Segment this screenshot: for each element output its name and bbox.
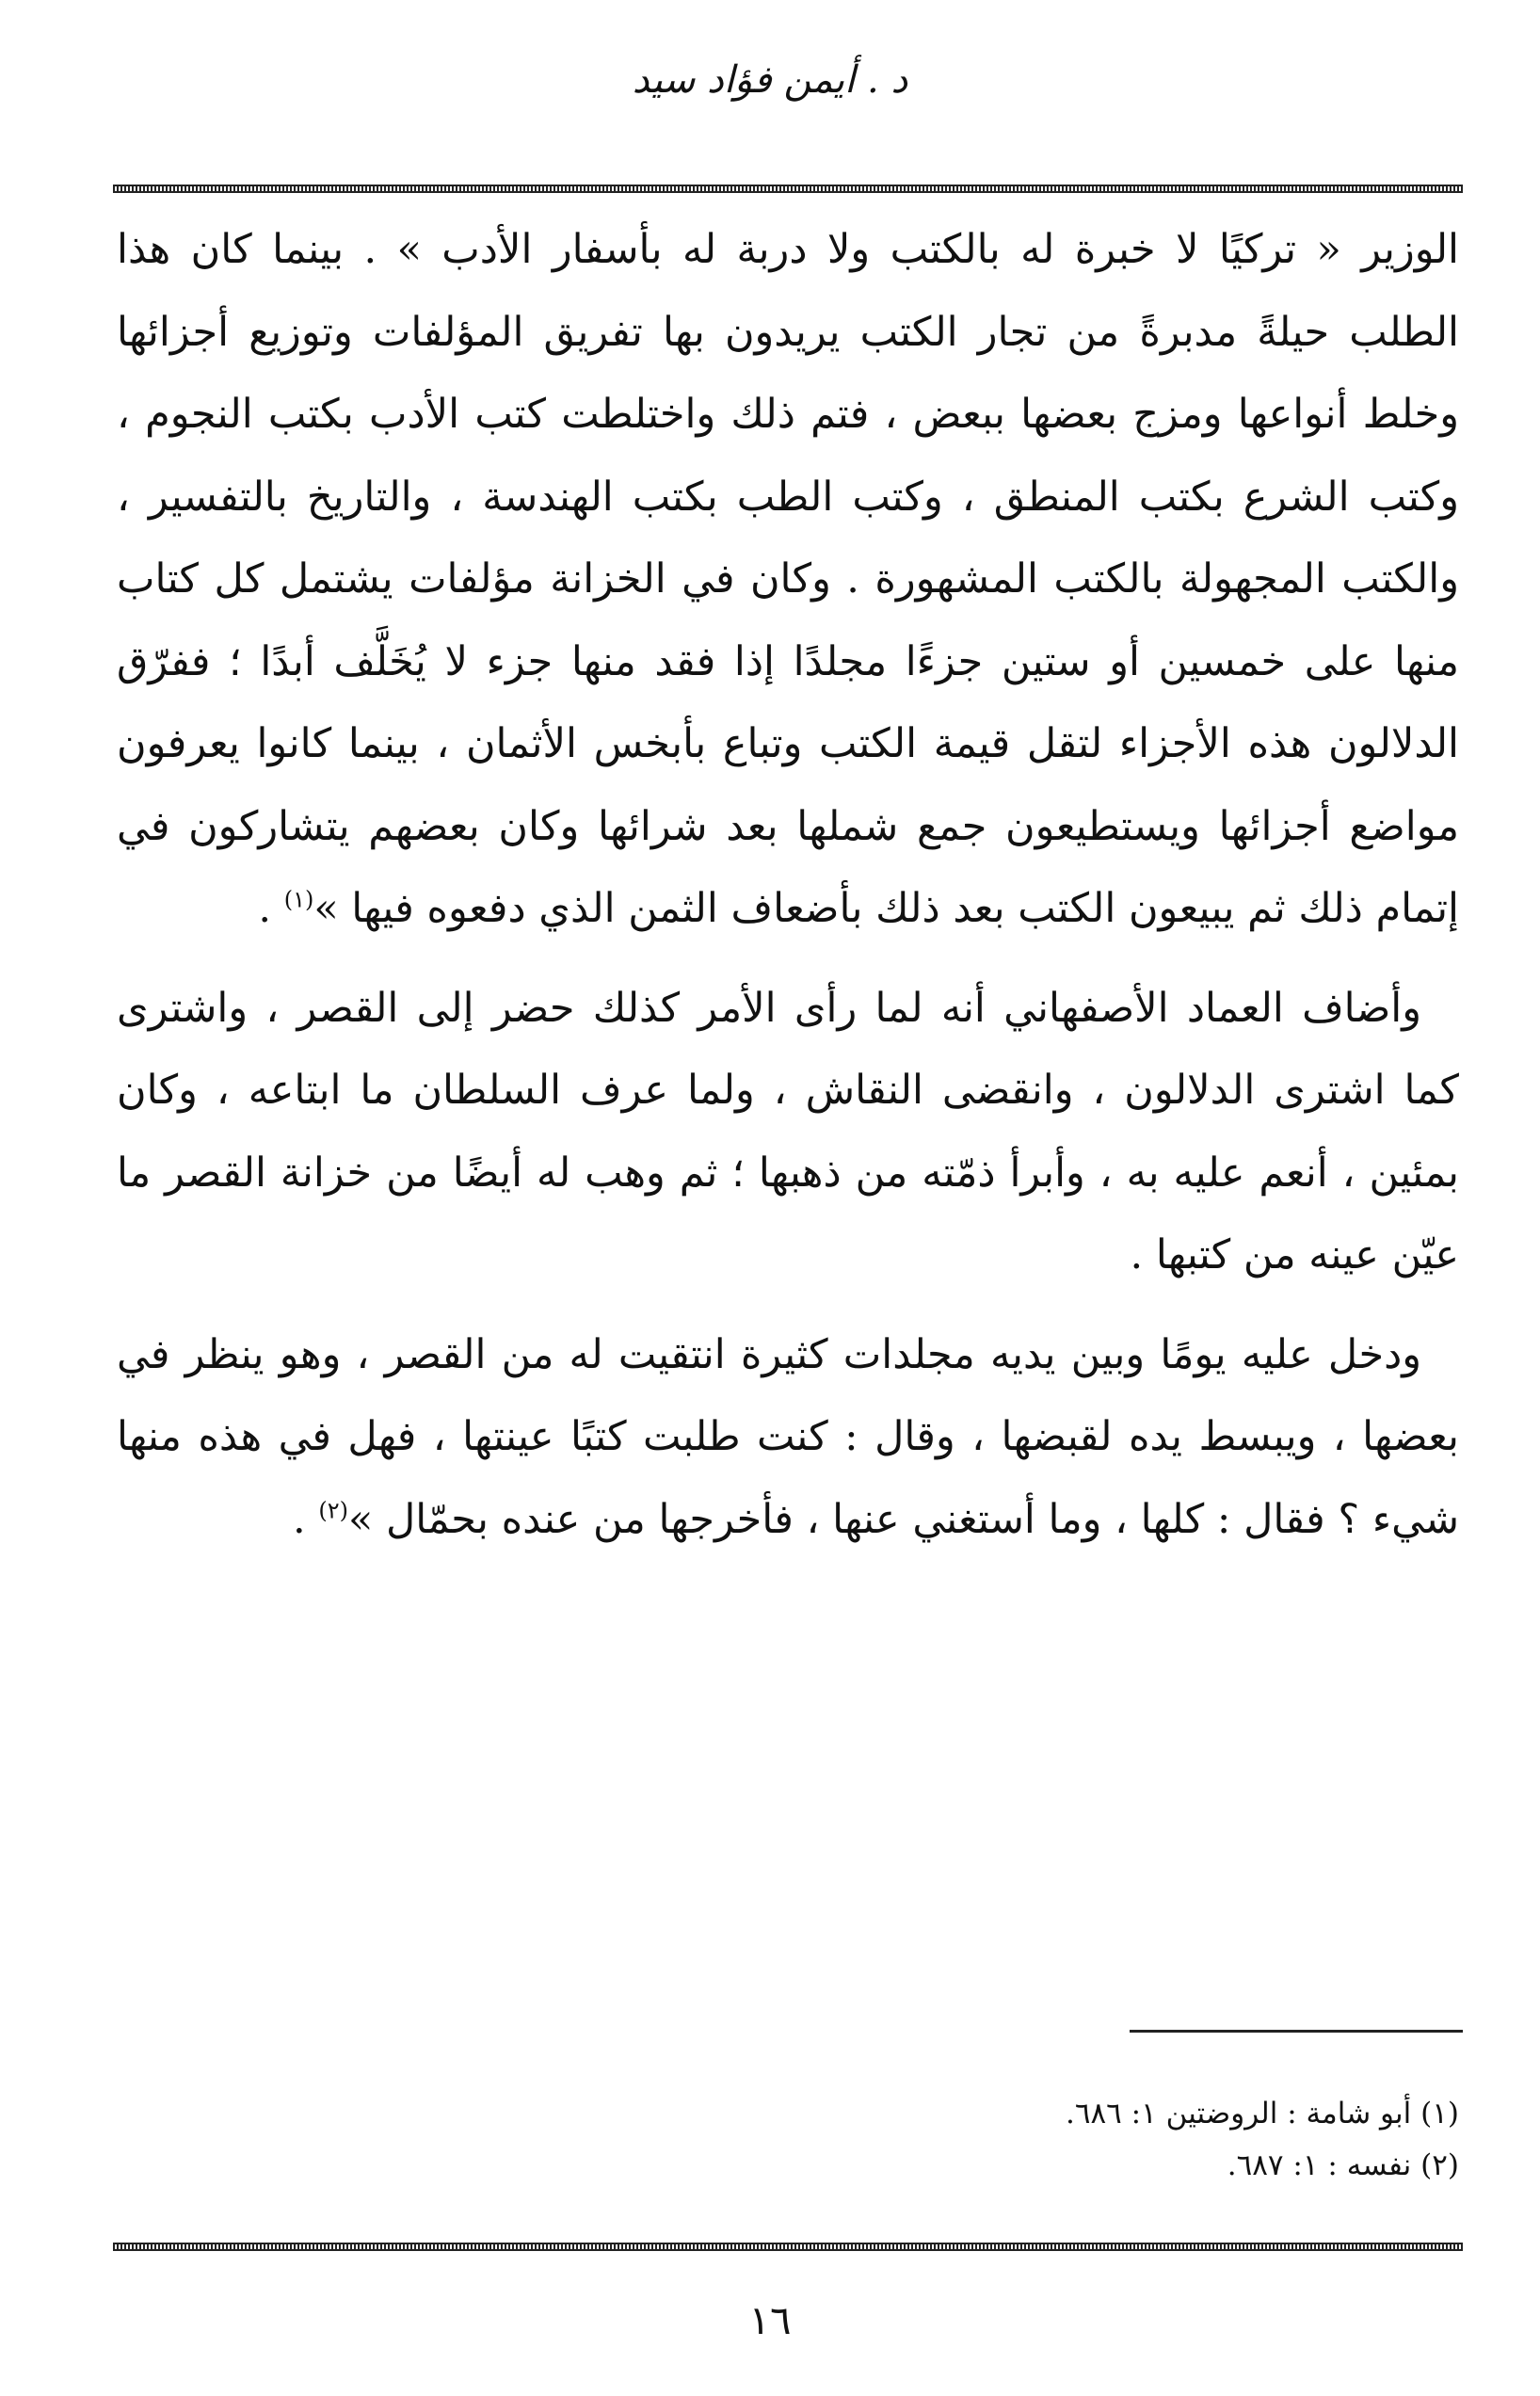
footnote-2: (٢) نفسه : ١: ٦٨٧. — [1227, 2148, 1459, 2182]
page-number: ١٦ — [748, 2297, 792, 2343]
paragraph-3-text: ودخل عليه يومًا وبين يديه مجلدات كثيرة انتقيت له من القصر ، وهو ينظر في بعضها ، ويبسط يده لقبضها ، وقال : كنت طلبت كتبًا عينتها ، فهل في هذه منها شيء ؟ فقال : كلها ، وما أستغني عنها ، فأخرجها من عنده بحمّال » — [117, 1330, 1459, 1543]
paragraph-1 — [117, 209, 1459, 951]
footnote-ref-2: (٢) — [318, 1497, 349, 1524]
footnote-1: (١) أبو شامة : الروضتين ١: ٦٨٦. — [1065, 2097, 1459, 2131]
footnote-separator — [1130, 2030, 1463, 2033]
header-divider — [113, 185, 1463, 193]
paragraph-3 — [117, 1314, 1459, 1562]
paragraph-1-end: . — [258, 885, 284, 932]
main-text — [117, 209, 1459, 1561]
paragraph-2: وأضاف العماد الأصفهاني أنه لما رأى الأمر كذلك حضر إلى القصر ، واشترى كما اشترى الدلالون ، وانقضى النقاش ، ولما عرف السلطان ما ابتاعه ، وكان بمئين ، أنعم عليه به ، وأبرأ ذمّته من ذهبها ؛ ثم وهب له أيضًا من خزانة القصر ما عيّن عينه من كتبها . — [117, 984, 1459, 1278]
running-header-author: د . أيمن فؤاد سيد — [632, 58, 908, 102]
footer-divider — [113, 2243, 1463, 2251]
paragraph-1-text: الوزير « تركيًا لا خبرة له بالكتب ولا دربة له بأسفار الأدب » . بينما كان هذا الطلب حيلةً مدبرةً من تجار الكتب يريدون بها تفريق المؤلفات وتوزيع أجزائها وخلط أنواعها ومزج بعضها ببعض ، فتم ذلك واختلطت كتب الأدب بكتب النجوم ، وكتب الشرع بكتب المنطق ، وكتب الطب بكتب الهندسة ، والتاريخ بالتفسير ، والكتب المجهولة بالكتب المشهورة . وكان في الخزانة مؤلفات يشتمل كل كتاب منها على خمسين أو ستين جزءًا مجلدًا إذا فقد منها جزء لا يُخَلَّف أبدًا ؛ ففرّق الدلالون هذه الأجزاء لتقل قيمة الكتب وتباع بأبخس الأثمان ، بينما كانوا يعرفون مواضع أجزائها ويستطيعون جمع شملها بعد شرائها وكان بعضهم يتشاركون في إتمام ذلك ثم يبيعون الكتب بعد ذلك بأضعاف الثمن الذي دفعوه فيها » — [117, 226, 1459, 932]
footnotes — [117, 2088, 1459, 2192]
footnote-ref-1: (١) — [283, 886, 314, 913]
paragraph-3-end: . — [293, 1495, 319, 1543]
